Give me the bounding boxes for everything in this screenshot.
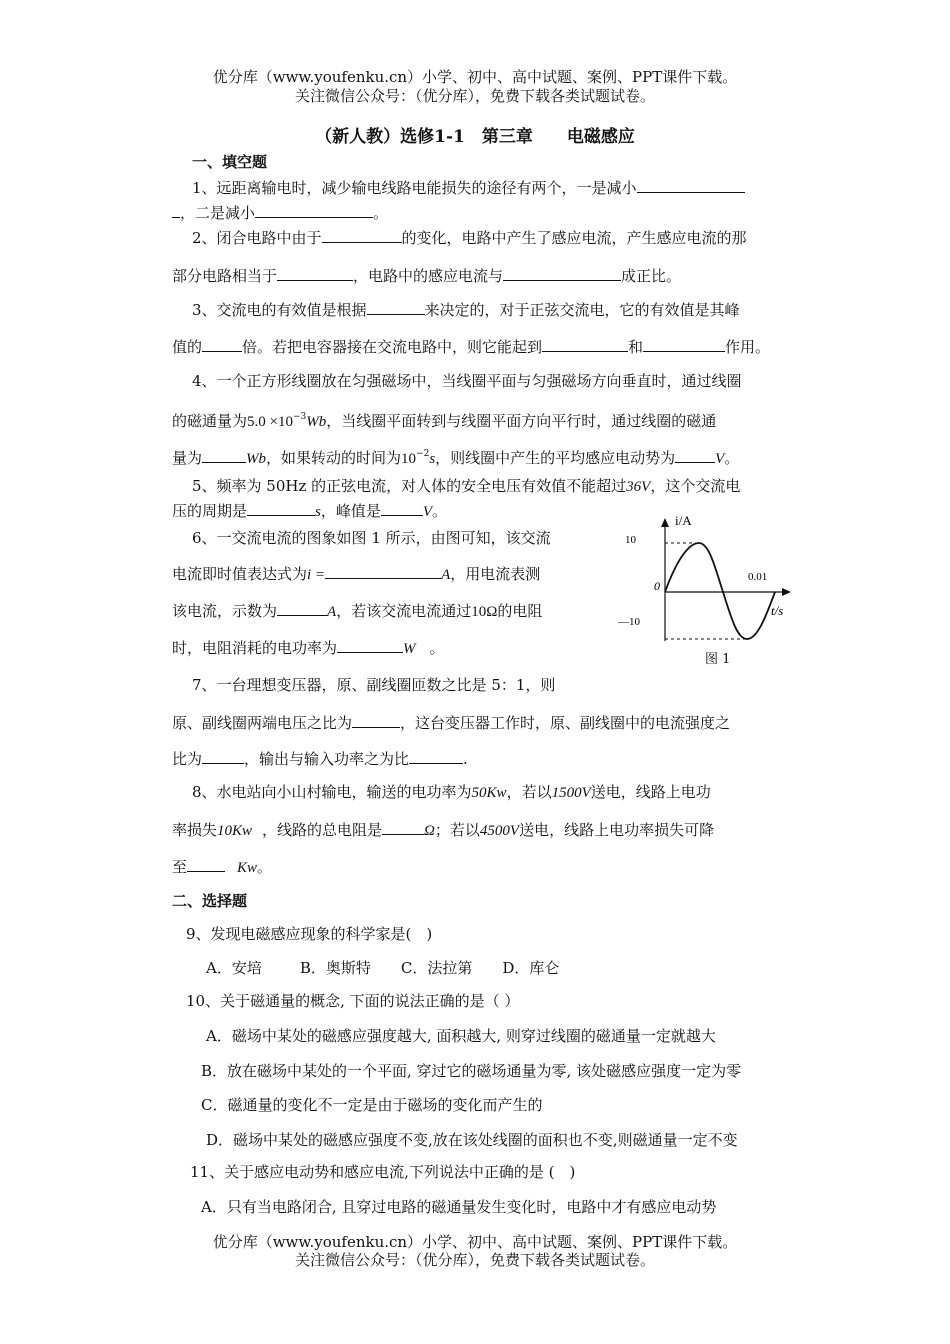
blank[interactable] (637, 177, 745, 193)
q9-stem: 9、发现电磁感应现象的科学家是( ) (186, 925, 433, 943)
y-axis-label: i/A (675, 515, 692, 528)
q9-options (206, 958, 559, 978)
blank[interactable] (503, 265, 621, 281)
q11-stem: 11、关于感应电动势和感应电流,下列说法中正确的是 ( ) (190, 1163, 576, 1181)
q1-line-2: ，二是减小 。 (172, 202, 388, 223)
q10-option-b[interactable]: B．放在磁场中某处的一个平面, 穿过它的磁场通量为零, 该处磁感应强度一定为零 (201, 1062, 742, 1080)
blank[interactable] (325, 563, 441, 579)
q9-option-b[interactable]: B．奥斯特 (299, 959, 371, 977)
q4-line-2: 的磁通量为$5.0 \times 10^{-3}Wb$，当线圈平面转到与线圈平面方向平行时，通过线圈的磁通 (172, 412, 717, 430)
origin-label: 0 (654, 579, 660, 593)
header-line-2: 关注微信公众号：（优分库），免费下载各类试题试卷。 (294, 87, 655, 105)
q8-line-1: 8、水电站向小山村输电，输送的电功率为50Kw，若以1500V送电，线路上电功 (192, 783, 711, 801)
y-axis-arrow (661, 518, 669, 527)
q9-option-c[interactable]: C．法拉第 (400, 959, 473, 977)
q3-line-2: 值的 倍。若把电容器接在交流电路中，则它能起到 和 作用。 (172, 338, 771, 356)
blank[interactable] (247, 500, 315, 516)
page-title: （新人教）选修1-1 第三章 电磁感应 (315, 127, 635, 147)
q2-line-1: 2、闭合电路中由于 的变化，电路中产生了感应电流，产生感应电流的那 (192, 229, 747, 247)
q10-option-d[interactable]: D．磁场中某处的磁感应强度不变,放在该处线圈的面积也不变,则磁通量一定不变 (206, 1131, 738, 1149)
blank[interactable] (675, 447, 715, 463)
blank[interactable] (202, 447, 246, 463)
figure-caption: 图 1 (705, 652, 731, 667)
y-max-label: 10 (625, 534, 636, 546)
x-axis-label: t/s (771, 603, 784, 618)
y-min-label: —10 (618, 616, 640, 628)
q7-line-3: 比为 ，输出与输入功率之为比 . (172, 750, 468, 768)
blank[interactable] (352, 712, 400, 728)
q1-line-1: 1、远距离输电时，减少输电线路电能损失的途径有两个，一是减小 (192, 177, 745, 198)
blank[interactable] (643, 336, 725, 352)
q8-line-3: 至 Kw。 (172, 858, 273, 876)
q9-option-d[interactable]: D．库仑 (502, 959, 560, 977)
q5-line-2: 压的周期是 s，峰值是 V。 (172, 502, 448, 520)
q9-option-a[interactable]: A．安培 (206, 959, 262, 977)
q7-line-2: 原、副线圈两端电压之比为 ，这台变压器工作时，原、副线圈中的电流强度之 (172, 714, 731, 732)
q7-line-1: 7、一台理想变压器，原、副线圈匝数之比是 5：1，则 (192, 676, 556, 694)
q5-line-1: 5、频率为 50Hz 的正弦电流，对人体的安全电压有效值不能超过36V，这个交流电 (192, 477, 741, 495)
q2-line-2: 部分电路相当于 ，电路中的感应电流与 成正比。 (172, 267, 682, 285)
blank[interactable] (277, 265, 353, 281)
q6-line-1: 6、一交流电流的图象如图 1 所示，由图可知，该交流 (192, 529, 551, 547)
blank[interactable] (202, 336, 242, 352)
footer-line-2: 关注微信公众号：（优分库），免费下载各类试题试卷。 (294, 1251, 655, 1269)
q11-option-a[interactable]: A．只有当电路闭合, 且穿过电路的磁通量发生变化时，电路中才有感应电动势 (201, 1198, 717, 1216)
header-line-1: 优分库（www.youfenku.cn）小学、初中、高中试题、案例、PPT课件下载。 (212, 68, 738, 86)
t-mark-label: 0.01 (748, 571, 768, 583)
blank[interactable] (322, 227, 402, 243)
q10-option-a[interactable]: A．磁场中某处的磁感应强度越大, 面积越大, 则穿过线圈的磁通量一定就越大 (206, 1027, 716, 1045)
q10-option-c[interactable]: C．磁通量的变化不一定是由于磁场的变化而产生的 (201, 1096, 543, 1114)
q6-line-3: 该电流，示数为 A，若该交流电流通过10Ω的电阻 (172, 602, 543, 620)
q4-line-1: 4、一个正方形线圈放在匀强磁场中，当线圈平面与匀强磁场方向垂直时，通过线圈 (192, 372, 742, 390)
blank[interactable] (337, 637, 403, 653)
blank[interactable] (367, 299, 425, 315)
q4-line-3: 量为 Wb，如果转动的时间为$10^{-2}s$，则线圈中产生的平均感应电动势为 V。 (172, 449, 740, 467)
q6-line-2: 电流即时值表达式为i = A，用电流表测 (172, 565, 541, 583)
blank[interactable] (382, 819, 424, 835)
q3-line-1: 3、交流电的有效值是根据 来决定的，对于正弦交流电，它的有效值是其峰 (192, 301, 740, 319)
blank[interactable] (381, 500, 423, 516)
blank[interactable] (277, 600, 327, 616)
section-fill-in: 一、填空题 (192, 153, 268, 171)
blank[interactable] (202, 748, 244, 764)
footer-line-1: 优分库（www.youfenku.cn）小学、初中、高中试题、案例、PPT课件下载。 (212, 1233, 738, 1251)
blank[interactable] (409, 748, 463, 764)
blank[interactable] (542, 336, 628, 352)
sine-curve (665, 543, 775, 639)
q10-stem: 10、关于磁通量的概念, 下面的说法正确的是（ ） (186, 992, 520, 1010)
figure-1-sine-graph (615, 515, 795, 647)
blank[interactable] (172, 202, 180, 218)
q8-line-2: 率损失10Kw ，线路的总电阻是 Ω；若以4500V送电，线路上电功率损失可降 (172, 821, 715, 839)
q6-line-4: 时，电阻消耗的电功率为 W 。 (172, 639, 445, 657)
blank[interactable] (255, 202, 373, 218)
section-choice: 二、选择题 (172, 892, 248, 910)
blank[interactable] (187, 856, 225, 872)
x-axis-arrow (782, 588, 791, 596)
